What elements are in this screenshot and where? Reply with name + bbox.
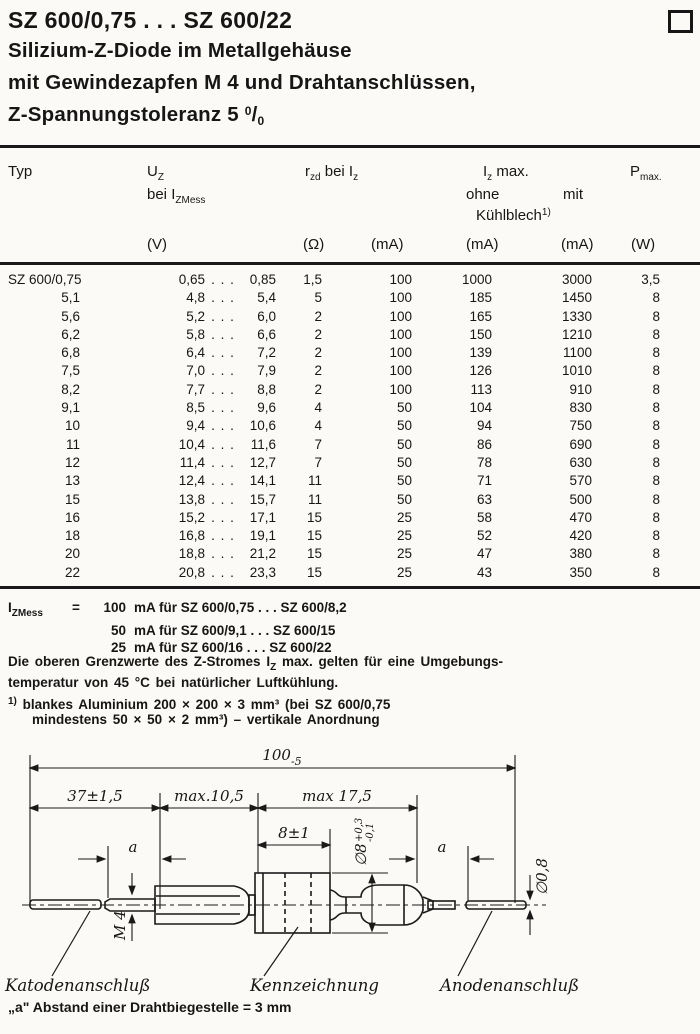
cell-typ: 6,2 <box>61 326 80 342</box>
cell-izmax-mit: 750 <box>569 418 592 434</box>
table-header-rule <box>0 262 700 265</box>
cell-pmax: 8 <box>652 436 660 452</box>
diode-outline <box>30 873 526 933</box>
cell-range-dots: . . . <box>211 528 235 544</box>
corner-square-icon <box>668 10 693 33</box>
izmess-note <box>8 599 608 656</box>
cell-range-dots: . . . <box>211 272 235 287</box>
cell-typ: 16 <box>64 509 80 525</box>
cell-uz-min: 0,65 <box>178 272 205 287</box>
cell-izmax-ohne: 63 <box>476 491 492 507</box>
table-row <box>8 399 660 417</box>
cell-uz-max: 6,6 <box>257 326 276 342</box>
cell-pmax: 3,5 <box>641 272 660 287</box>
cell-range-dots: . . . <box>211 473 235 489</box>
cell-typ: 12 <box>64 454 80 470</box>
cell-iz: 100 <box>389 345 412 361</box>
cell-typ: 20 <box>64 546 80 562</box>
cell-uz-min: 13,8 <box>178 491 205 507</box>
cell-rzd: 2 <box>314 326 322 342</box>
cell-izmax-mit: 570 <box>569 473 592 489</box>
cell-izmax-mit: 690 <box>569 436 592 452</box>
cell-range-dots: . . . <box>211 546 235 562</box>
cell-rzd: 15 <box>306 546 322 562</box>
dim-a-right: a <box>437 838 447 856</box>
cell-izmax-mit: 630 <box>569 454 592 470</box>
cell-pmax: 8 <box>652 546 660 562</box>
table-row <box>8 289 660 307</box>
col-header-rzd: $r_{zd}$ bei $I_z$ <box>305 163 359 183</box>
cell-uz-max: 17,1 <box>249 509 276 525</box>
izmess-text-2: mA für SZ 600/9,1 . . . SZ 600/15 <box>134 623 336 638</box>
izmess-value-3: 25 <box>110 640 126 655</box>
unit-ohm: (Ω) <box>303 236 325 253</box>
dimension-lines <box>30 755 530 941</box>
cell-pmax: 8 <box>652 418 660 434</box>
cell-izmax-ohne: 78 <box>476 454 492 470</box>
col-header-uz-condition: bei $I_{ZMess}$ <box>147 186 206 206</box>
footnote-1-line-1: $^{1)}$ blankes Aluminium 200 × 200 × 3 mm³ (bei SZ 600/0,75 <box>8 696 391 712</box>
cell-iz: 100 <box>389 381 412 397</box>
label-anode: Anodenanschluß <box>440 976 580 995</box>
dimension-drawing <box>0 733 700 1001</box>
cell-typ: 11 <box>65 436 80 452</box>
cell-iz: 50 <box>396 473 412 489</box>
label-cathode: Katodenanschluß <box>5 976 151 995</box>
cell-typ: 10 <box>64 418 80 434</box>
cell-rzd: 5 <box>314 290 322 306</box>
cell-uz-min: 20,8 <box>178 564 205 580</box>
cell-izmax-mit: 910 <box>569 381 592 397</box>
cell-uz-min: 4,8 <box>186 290 205 306</box>
col-header-ohne: ohne <box>466 186 500 203</box>
cell-pmax: 8 <box>652 491 660 507</box>
cell-typ: 13 <box>64 473 80 489</box>
col-header-pmax: $P_{max.}$ <box>630 163 662 183</box>
cell-rzd: 7 <box>314 436 322 452</box>
cell-uz-min: 8,5 <box>186 400 205 416</box>
cell-uz-max: 0,85 <box>249 272 276 287</box>
izmess-value-1: 100 <box>103 600 126 615</box>
table-row <box>8 454 660 472</box>
cell-uz-min: 11,4 <box>179 454 205 470</box>
izmess-equals: = <box>72 600 80 615</box>
cell-uz-min: 7,7 <box>186 381 205 397</box>
table-row <box>8 344 660 362</box>
cell-range-dots: . . . <box>211 491 235 507</box>
table-row <box>8 509 660 527</box>
cell-pmax: 8 <box>652 564 660 580</box>
tolerance-text: Z-Spannungstoleranz 5 <box>8 103 239 126</box>
cell-pmax: 8 <box>652 454 660 470</box>
cell-izmax-mit: 1450 <box>561 290 592 306</box>
dim-max175: max 17,5 <box>302 787 372 805</box>
cell-izmax-ohne: 43 <box>476 564 492 580</box>
cell-uz-max: 15,7 <box>249 491 276 507</box>
col-header-typ: Typ <box>8 163 33 180</box>
cell-izmax-mit: 1210 <box>561 326 592 342</box>
cell-izmax-ohne: 185 <box>469 290 492 306</box>
table-row <box>8 326 660 344</box>
dim-m4-thread <box>111 910 129 941</box>
cell-pmax: 8 <box>652 363 660 379</box>
cell-izmax-ohne: 165 <box>469 308 492 324</box>
cell-izmax-ohne: 71 <box>476 473 492 489</box>
dim-wire-diameter <box>533 858 551 895</box>
cell-uz-min: 15,2 <box>178 509 205 525</box>
page-title: SZ 600/0,75 . . . SZ 600/22 <box>8 7 293 33</box>
cell-uz-min: 5,2 <box>186 308 205 324</box>
label-marking: Kennzeichnung <box>250 976 379 995</box>
svg-text:-0,1: -0,1 <box>365 822 376 842</box>
table-row <box>8 308 660 326</box>
cell-pmax: 8 <box>652 326 660 342</box>
cell-izmax-ohne: 52 <box>476 528 492 544</box>
cell-typ: 7,5 <box>61 363 80 379</box>
spec-table <box>8 271 660 582</box>
cell-uz-min: 5,8 <box>186 326 205 342</box>
cell-uz-max: 7,9 <box>257 363 276 379</box>
cell-pmax: 8 <box>652 509 660 525</box>
cell-pmax: 8 <box>652 473 660 489</box>
cell-izmax-mit: 1100 <box>562 345 592 361</box>
cell-izmax-mit: 420 <box>569 528 592 544</box>
unit-ma-ohne: (mA) <box>466 236 499 253</box>
cell-typ: 22 <box>64 564 80 580</box>
cell-pmax: 8 <box>652 400 660 416</box>
cell-izmax-mit: 830 <box>569 400 592 416</box>
cell-uz-max: 6,0 <box>257 308 276 324</box>
cell-uz-min: 6,4 <box>186 345 205 361</box>
cell-rzd: 2 <box>314 308 322 324</box>
cell-uz-min: 9,4 <box>186 418 205 434</box>
footnote-marker: 1) <box>8 696 17 707</box>
bend-distance-note: „a" Abstand einer Drahtbiegestelle = 3 mm <box>8 999 292 1015</box>
cell-uz-min: 18,8 <box>178 546 205 562</box>
cell-iz: 100 <box>389 272 412 287</box>
cell-iz: 100 <box>389 290 412 306</box>
dim-8plusminus1: 8±1 <box>278 824 310 842</box>
table-row <box>8 491 660 509</box>
svg-text:M 4: M 4 <box>111 910 129 940</box>
cell-typ: 15 <box>64 491 80 507</box>
cell-iz: 25 <box>396 509 412 525</box>
unit-watt: (W) <box>631 236 656 253</box>
unit-ma-mit: (mA) <box>561 236 594 253</box>
subtitle-line-3 <box>8 103 264 128</box>
table-row <box>8 527 660 545</box>
cell-typ: 18 <box>64 528 80 544</box>
cell-pmax: 8 <box>652 528 660 544</box>
cell-iz: 50 <box>396 491 412 507</box>
cell-izmax-ohne: 47 <box>476 546 492 562</box>
cell-iz: 25 <box>396 564 412 580</box>
svg-text:+0,3: +0,3 <box>354 817 365 842</box>
cell-izmax-mit: 1330 <box>561 308 592 324</box>
cell-rzd: 1,5 <box>303 272 322 287</box>
unit-ma-rzd: (mA) <box>371 236 404 253</box>
cell-typ: SZ 600/0,75 <box>8 272 82 287</box>
cell-izmax-ohne: 150 <box>469 326 492 342</box>
cell-rzd: 4 <box>314 400 322 416</box>
col-header-mit: mit <box>563 186 583 203</box>
cell-uz-max: 10,6 <box>249 418 276 434</box>
cell-rzd: 4 <box>314 418 322 434</box>
cell-uz-min: 16,8 <box>178 528 205 544</box>
cell-range-dots: . . . <box>211 308 235 324</box>
col-header-kuehlblech: Kühlblech$^{1)}$ <box>476 207 551 224</box>
cell-rzd: 2 <box>314 345 322 361</box>
svg-text:∅0,8: ∅0,8 <box>533 858 551 895</box>
izmess-value-2: 50 <box>110 623 126 638</box>
table-bottom-rule <box>0 586 700 589</box>
dim-a-left: a <box>128 838 138 856</box>
subtitle-line-2: mit Gewindezapfen M 4 und Drahtanschlüssen, <box>8 71 476 94</box>
table-row <box>8 381 660 399</box>
limits-paragraph-line-2: temperatur von 45 °C bei natürlicher Luftkühlung. <box>8 675 339 690</box>
dim-total-length: $100_{-5}$ <box>262 746 302 768</box>
cell-iz: 50 <box>396 400 412 416</box>
cell-range-dots: . . . <box>211 345 235 361</box>
percent-fraction: $^0/_0$ <box>244 103 265 128</box>
dim-max105: max.10,5 <box>174 787 244 805</box>
cell-iz: 100 <box>389 363 412 379</box>
cell-uz-max: 8,8 <box>257 381 276 397</box>
cell-range-dots: . . . <box>211 326 235 342</box>
table-row <box>8 362 660 380</box>
cell-pmax: 8 <box>652 290 660 306</box>
cell-rzd: 11 <box>307 491 322 507</box>
table-row <box>8 271 660 289</box>
limits-paragraph-line-1: Die oberen Grenzwerte des Z-Stromes $I_Z$ max. gelten für eine Umgebungs- <box>8 654 503 673</box>
cell-izmax-ohne: 126 <box>469 363 492 379</box>
cell-range-dots: . . . <box>211 454 235 470</box>
cell-typ: 5,6 <box>61 308 80 324</box>
case-body <box>255 873 330 933</box>
cell-uz-max: 5,4 <box>257 290 276 306</box>
cell-iz: 50 <box>396 436 412 452</box>
cell-izmax-ohne: 1000 <box>461 272 492 287</box>
cell-rzd: 7 <box>314 454 322 470</box>
table-row <box>8 564 660 582</box>
cell-izmax-mit: 1010 <box>561 363 592 379</box>
cell-range-dots: . . . <box>211 290 235 306</box>
footnote-1-line-2: mindestens 50 × 50 × 2 mm³) – vertikale Anordnung <box>32 712 380 727</box>
cell-izmax-ohne: 139 <box>469 345 492 361</box>
cell-range-dots: . . . <box>211 418 235 434</box>
cell-uz-max: 7,2 <box>257 345 276 361</box>
cell-typ: 9,1 <box>61 400 80 416</box>
col-header-izmax: $I_z$ max. <box>483 163 529 183</box>
col-header-uz: $U_Z$ <box>147 163 164 183</box>
cell-uz-max: 11,6 <box>250 436 276 452</box>
izmess-text-3: mA für SZ 600/16 . . . SZ 600/22 <box>134 640 332 655</box>
cell-uz-max: 23,3 <box>249 564 276 580</box>
cell-uz-max: 21,2 <box>249 546 276 562</box>
cell-izmax-mit: 500 <box>569 491 592 507</box>
cell-rzd: 2 <box>314 381 322 397</box>
dim-37: 37±1,5 <box>67 787 123 805</box>
table-row <box>8 417 660 435</box>
cell-pmax: 8 <box>652 345 660 361</box>
cell-typ: 5,1 <box>61 290 80 306</box>
cell-izmax-ohne: 86 <box>476 436 492 452</box>
table-row <box>8 472 660 490</box>
header-rule <box>0 145 700 148</box>
cell-rzd: 15 <box>306 528 322 544</box>
cell-uz-max: 12,7 <box>249 454 276 470</box>
cell-typ: 6,8 <box>61 345 80 361</box>
cell-izmax-ohne: 104 <box>469 400 492 416</box>
cell-rzd: 2 <box>314 363 322 379</box>
table-row <box>8 545 660 563</box>
cell-izmax-ohne: 94 <box>476 418 492 434</box>
svg-text:∅8: ∅8 <box>352 843 370 866</box>
cell-iz: 100 <box>389 308 412 324</box>
cell-typ: 8,2 <box>61 381 80 397</box>
izmess-text-1: mA für SZ 600/0,75 . . . SZ 600/8,2 <box>134 600 347 615</box>
cell-iz: 25 <box>396 546 412 562</box>
cell-range-dots: . . . <box>211 564 235 580</box>
cell-iz: 50 <box>396 418 412 434</box>
cell-uz-max: 19,1 <box>249 528 276 544</box>
cell-izmax-mit: 3000 <box>561 272 592 287</box>
cell-iz: 100 <box>389 326 412 342</box>
cell-uz-min: 7,0 <box>186 363 205 379</box>
cell-izmax-mit: 470 <box>569 509 592 525</box>
cell-range-dots: . . . <box>211 381 235 397</box>
cell-uz-max: 14,1 <box>249 473 276 489</box>
table-row <box>8 436 660 454</box>
cell-range-dots: . . . <box>211 400 235 416</box>
cell-izmax-ohne: 58 <box>476 509 492 525</box>
cell-uz-min: 10,4 <box>178 436 205 452</box>
unit-volt: (V) <box>147 236 167 253</box>
dim-case-diameter <box>352 818 376 866</box>
cell-izmax-mit: 380 <box>569 546 592 562</box>
cell-uz-max: 9,6 <box>257 400 276 416</box>
subtitle-line-1: Silizium-Z-Diode im Metallgehäuse <box>8 39 352 62</box>
cell-izmax-mit: 350 <box>569 564 592 580</box>
cell-range-dots: . . . <box>211 436 235 452</box>
cell-pmax: 8 <box>652 308 660 324</box>
cell-rzd: 15 <box>306 564 322 580</box>
cell-iz: 50 <box>396 454 412 470</box>
izmess-label: $I_{ZMess}$ <box>8 600 43 619</box>
cell-range-dots: . . . <box>211 509 235 525</box>
cell-rzd: 11 <box>307 473 322 489</box>
cell-iz: 25 <box>396 528 412 544</box>
cell-uz-min: 12,4 <box>178 473 205 489</box>
cell-pmax: 8 <box>652 381 660 397</box>
cell-range-dots: . . . <box>211 363 235 379</box>
cell-rzd: 15 <box>306 509 322 525</box>
cell-izmax-ohne: 113 <box>470 381 492 397</box>
